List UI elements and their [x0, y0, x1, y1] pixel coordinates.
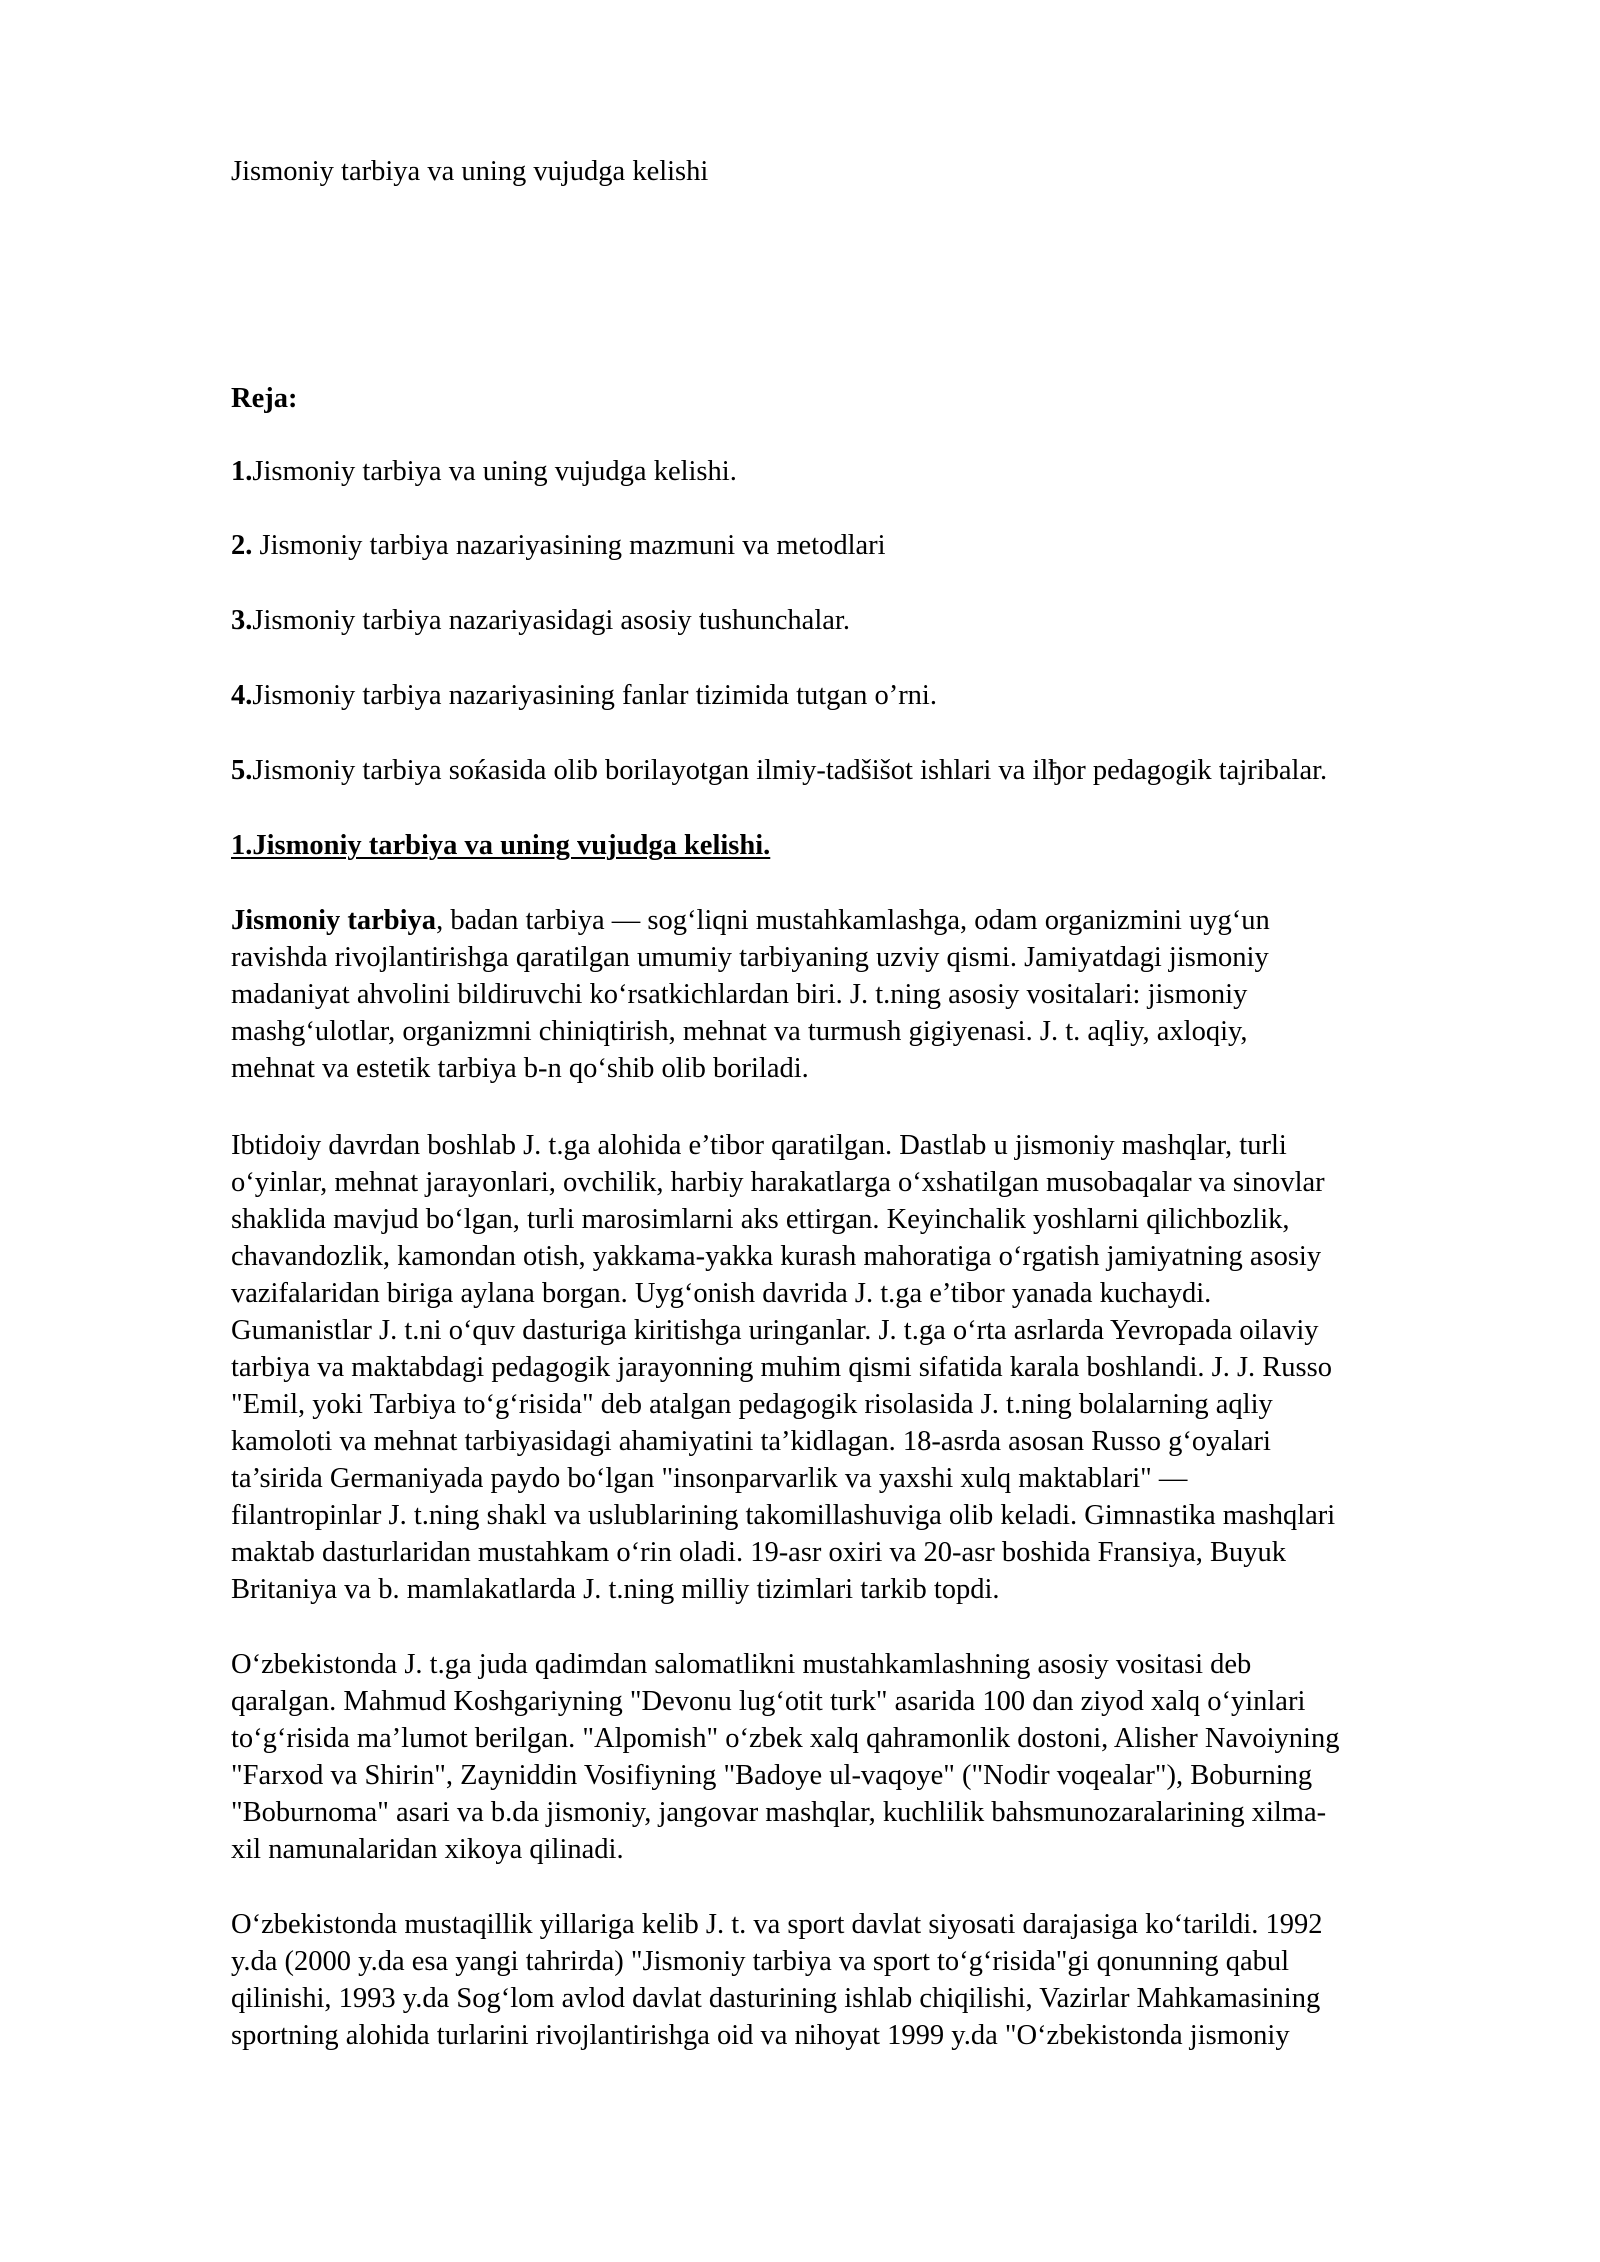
paragraph-line: xil namunalaridan xikoya qilinadi. — [231, 1834, 624, 1865]
plan-item-number: 3. — [231, 605, 253, 636]
paragraph-line — [231, 902, 1511, 939]
paragraph-line: chavandozlik, kamondan otish, yakkama-yakka kurash mahoratiga o‘rgatish jamiyatning asosiy — [231, 1241, 1322, 1272]
paragraph-line: mashg‘ulotlar, organizmni chiniqtirish, mehnat va turmush gigiyenasi. J. t. aqliy, axloqiy, — [231, 1016, 1248, 1047]
plan-heading: Reja: — [231, 383, 298, 414]
paragraph-line: tarbiya va maktabdagi pedagogik jarayonning muhim qismi sifatida karala boshlandi. J. J. Russo — [231, 1352, 1332, 1383]
paragraph-line: vazifalaridan biriga aylana borgan. Uyg‘onish davrida J. t.ga e’tibor yanada kuchaydi. — [231, 1278, 1212, 1309]
paragraph-line: y.da (2000 y.da esa yangi tahrirda) "Jismoniy tarbiya va sport to‘g‘risida"gi qonunning qabul — [231, 1946, 1290, 1977]
document-title: Jismoniy tarbiya va uning vujudga kelishi — [231, 156, 709, 187]
paragraph-line: "Farxod va Shirin", Zayniddin Vosifiyning "Badoye ul-vaqoye" ("Nodir voqealar"), Boburning — [231, 1760, 1313, 1791]
paragraph-line: o‘yinlar, mehnat jarayonlari, ovchilik, harbiy harakatlarga o‘xshatilgan musobaqalar va sinovlar — [231, 1167, 1325, 1198]
plan-item-number: 4. — [231, 680, 253, 711]
plan-item-number: 1. — [231, 456, 253, 487]
paragraph — [231, 1646, 1511, 1868]
paragraph-line: shaklida mavjud bo‘lgan, turli marosimlarni aks ettirgan. Keyinchalik yoshlarni qilichbozlik, — [231, 1204, 1290, 1235]
paragraph-line: "Emil, yoki Tarbiya to‘g‘risida" deb atalgan pedagogik risolasida J. t.ning bolalarning aqliy — [231, 1389, 1273, 1420]
plan-item — [231, 677, 937, 714]
paragraph-line: O‘zbekistonda mustaqillik yillariga kelib J. t. va sport davlat siyosati darajasiga ko‘tarildi. 1992 — [231, 1909, 1323, 1940]
paragraph-line: mehnat va estetik tarbiya b-n qo‘shib olib boriladi. — [231, 1053, 809, 1084]
plan-item-text: Jismoniy tarbiya soќasida olib borilayotgan ilmiy-tadšišot ishlari va ilђor pedagogik tajribalar. — [252, 755, 1328, 786]
paragraph-line: Ibtidoiy davrdan boshlab J. t.ga alohida e’tibor qaratilgan. Dastlab u jismoniy mashqlar, turli — [231, 1130, 1287, 1161]
paragraph-line: sportning alohida turlarini rivojlantirishga oid va nihoyat 1999 y.da "O‘zbekistonda jismoniy — [231, 2020, 1290, 2051]
paragraph-line: O‘zbekistonda J. t.ga juda qadimdan salomatlikni mustahkamlashning asosiy vositasi deb — [231, 1649, 1252, 1680]
plan-item-text: Jismoniy tarbiya nazariyasidagi asosiy tushunchalar. — [252, 605, 850, 636]
paragraph-line: ta’sirida Germaniyada paydo bo‘lgan "insonparvarlik va yaxshi xulq maktablari" — — [231, 1463, 1188, 1494]
paragraph-line: "Boburnoma" asari va b.da jismoniy, jangovar mashqlar, kuchlilik bahsmunozaralarining xilma- — [231, 1797, 1327, 1828]
plan-item-number: 5. — [231, 755, 253, 786]
paragraph — [231, 1127, 1511, 1608]
paragraph-line: Gumanistlar J. t.ni o‘quv dasturiga kiritishga uringanlar. J. t.ga o‘rta asrlarda Yevropada oilaviy — [231, 1315, 1319, 1346]
paragraph-line: kamoloti va mehnat tarbiyasidagi ahamiyatini ta’kidlagan. 18-asrda asosan Russo g‘oyalari — [231, 1426, 1271, 1457]
plan-item — [231, 602, 850, 639]
paragraph-line: Britaniya va b. mamlakatlarda J. t.ning milliy tizimlari tarkib topdi. — [231, 1574, 1000, 1605]
plan-item-text: Jismoniy tarbiya va uning vujudga kelishi. — [252, 456, 737, 487]
plan-item — [231, 752, 1327, 789]
paragraph-line: madaniyat ahvolini bildiruvchi ko‘rsatkichlardan biri. J. t.ning asosiy vositalari: jismoniy — [231, 979, 1248, 1010]
paragraph-lead-term: Jismoniy tarbiya — [231, 905, 437, 936]
plan-item-number: 2. — [231, 530, 253, 561]
plan-item — [231, 453, 737, 490]
paragraph — [231, 1906, 1511, 2054]
paragraph-line: filantropinlar J. t.ning shakl va uslublarining takomillashuviga olib keladi. Gimnastika mashqlari — [231, 1500, 1336, 1531]
section-heading: 1.Jismoniy tarbiya va uning vujudga kelishi. — [231, 830, 771, 861]
paragraph-line: qilinishi, 1993 y.da Sog‘lom avlod davlat dasturining ishlab chiqilishi, Vazirlar Mahkamasining — [231, 1983, 1321, 2014]
paragraph — [231, 902, 1511, 1087]
paragraph-line: ravishda rivojlantirishga qaratilgan umumiy tarbiyaning uzviy qismi. Jamiyatdagi jismoniy — [231, 942, 1269, 973]
plan-item — [231, 527, 886, 564]
paragraph-line: maktab dasturlaridan mustahkam o‘rin oladi. 19-asr oxiri va 20-asr boshida Fransiya, Buyuk — [231, 1537, 1287, 1568]
paragraph-line: to‘g‘risida ma’lumot berilgan. "Alpomish" o‘zbek xalq qahramonlik dostoni, Alisher Navoiyning — [231, 1723, 1340, 1754]
plan-item-text: Jismoniy tarbiya nazariyasining fanlar tizimida tutgan o’rni. — [252, 680, 937, 711]
paragraph-line: qaralgan. Mahmud Koshgariyning "Devonu lug‘otit turk" asarida 100 dan ziyod xalq o‘yinlari — [231, 1686, 1306, 1717]
plan-item-text: Jismoniy tarbiya nazariyasining mazmuni va metodlari — [252, 530, 886, 561]
paragraph-line-text: , badan tarbiya — sog‘liqni mustahkamlashga, odam organizmini uyg‘un — [436, 905, 1270, 936]
